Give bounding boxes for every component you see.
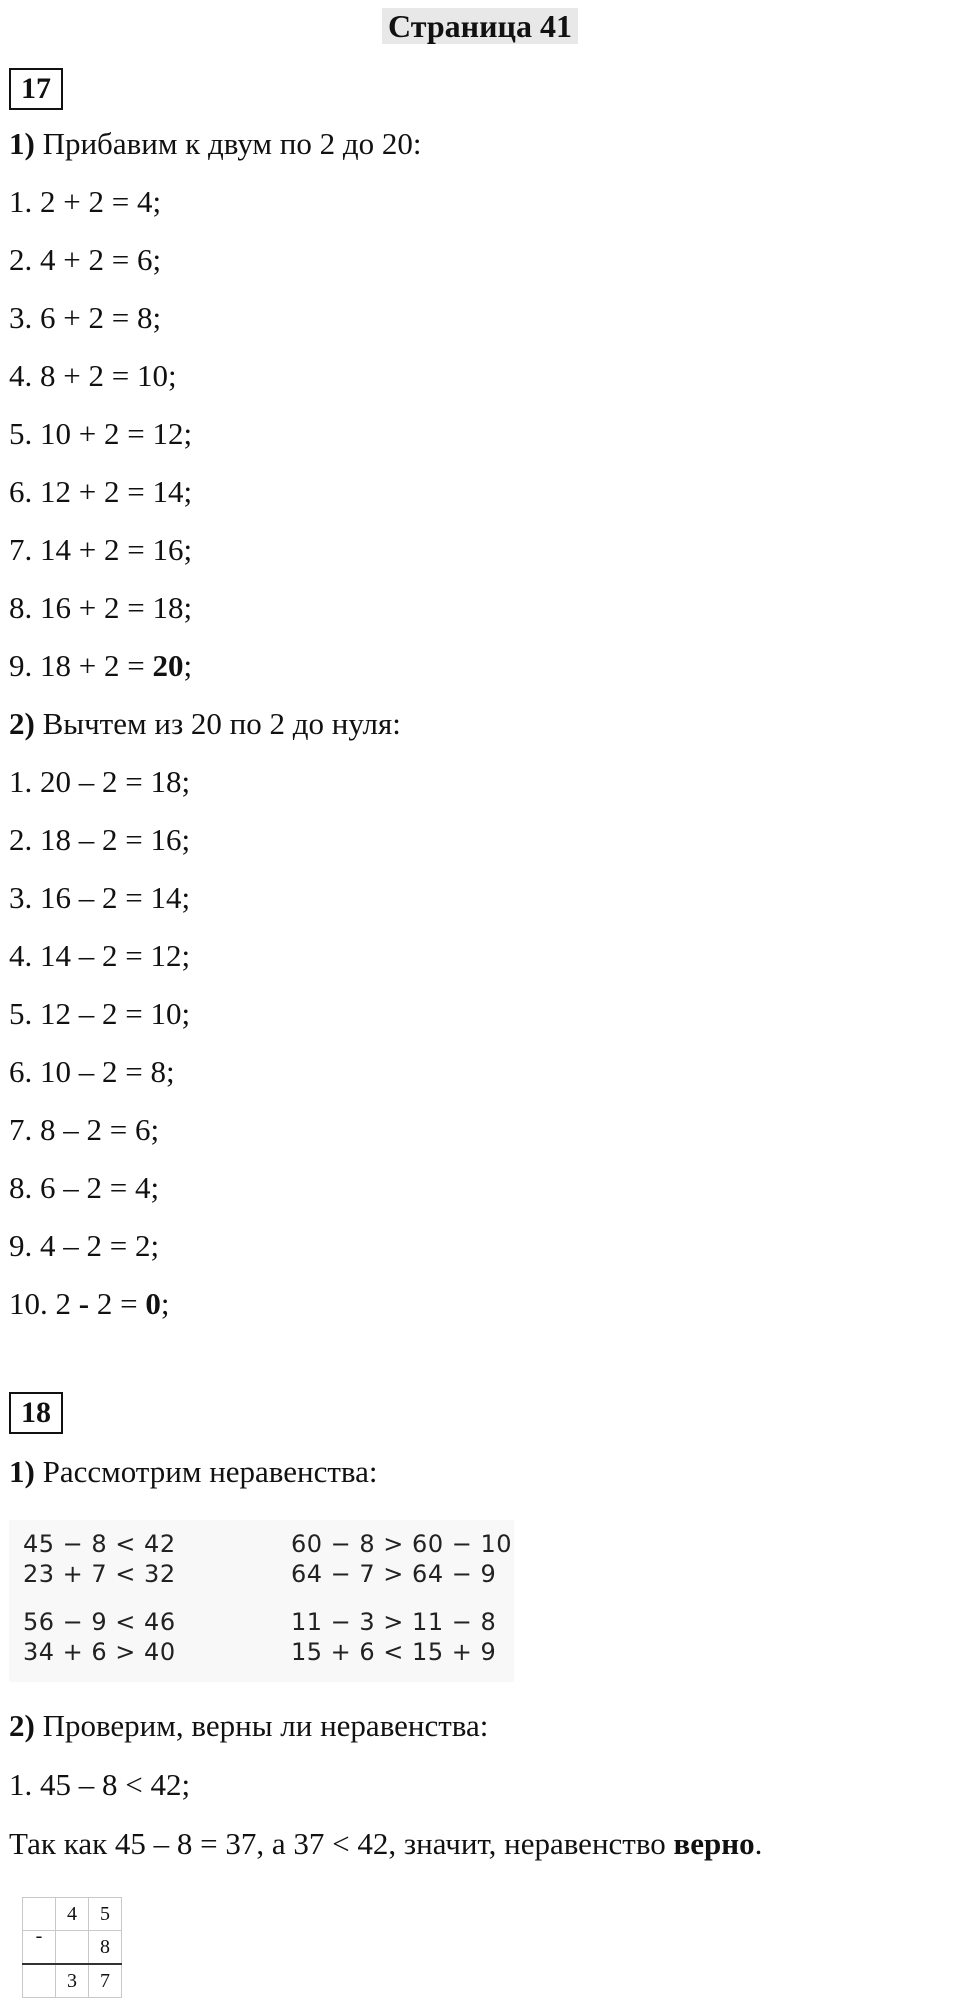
calc-cell: 3: [56, 1964, 89, 1998]
sub-line: 7. 8 – 2 = 6;: [9, 1112, 160, 1147]
part-label: 1): [9, 126, 35, 161]
calc-cell: 4: [56, 1898, 89, 1931]
inequality: 15 + 6 < 15 + 9: [291, 1638, 497, 1666]
calc-cell: 7: [89, 1964, 122, 1998]
add-line: 4. 8 + 2 = 10;: [9, 358, 177, 393]
sub-line: 2. 18 – 2 = 16;: [9, 822, 191, 857]
sub-line: 4. 14 – 2 = 12;: [9, 938, 191, 973]
part-text: Рассмотрим неравенства:: [34, 1454, 378, 1489]
add-line: 5. 10 + 2 = 12;: [9, 416, 193, 451]
calc-cell: [56, 1931, 89, 1965]
sub-line: 9. 4 – 2 = 2;: [9, 1228, 160, 1263]
sub-line: 3. 16 – 2 = 14;: [9, 880, 191, 915]
part-label: 1): [9, 1454, 35, 1489]
inequality: 23 + 7 < 32: [23, 1560, 176, 1588]
inequality: 45 − 8 < 42: [23, 1530, 176, 1558]
punctuation: ;: [160, 1286, 170, 1321]
task-17-part-2-heading: [9, 704, 401, 744]
equation-text: 2 =: [89, 1286, 146, 1321]
inequalities-block: [9, 1520, 514, 1682]
add-line: 8. 16 + 2 = 18;: [9, 590, 193, 625]
result-value: 0: [145, 1286, 161, 1321]
inequality: 34 + 6 > 40: [23, 1638, 176, 1666]
add-line: 1. 2 + 2 = 4;: [9, 184, 162, 219]
part-label: 2): [9, 706, 35, 741]
task-18-part-2-heading: [9, 1706, 488, 1746]
operator: -: [78, 1286, 90, 1321]
calc-operator: -: [23, 1931, 56, 1965]
part-text: Прибавим к двум по 2 до 20:: [34, 126, 422, 161]
add-line: 2. 4 + 2 = 6;: [9, 242, 162, 277]
add-line-final: [9, 646, 192, 686]
add-line: 6. 12 + 2 = 14;: [9, 474, 193, 509]
result-value: 20: [152, 648, 184, 683]
inequality: 56 − 9 < 46: [23, 1608, 176, 1636]
calc-result-row: [23, 1964, 122, 1998]
sub-line: 8. 6 – 2 = 4;: [9, 1170, 160, 1205]
part-label: 2): [9, 1708, 35, 1743]
equation-text: 10. 2: [9, 1286, 79, 1321]
task-17-part-1-heading: [9, 124, 422, 164]
inequality: 64 − 7 > 64 − 9: [291, 1560, 497, 1588]
calc-cell: 8: [89, 1931, 122, 1965]
explanation-text: Так как 45 – 8 = 37, а 37 < 42, значит, неравенство: [9, 1826, 674, 1861]
calc-row: [23, 1931, 122, 1965]
column-subtraction: [22, 1897, 122, 1998]
page-title-text: Страница 41: [382, 8, 578, 44]
verdict: верно: [673, 1826, 755, 1861]
add-line: 3. 6 + 2 = 8;: [9, 300, 162, 335]
sub-line: 5. 12 – 2 = 10;: [9, 996, 191, 1031]
page-title: [0, 4, 960, 48]
inequality: 11 − 3 > 11 − 8: [291, 1608, 497, 1636]
sub-line: 1. 20 – 2 = 18;: [9, 764, 191, 799]
calc-cell: 5: [89, 1898, 122, 1931]
check-line: 1. 45 – 8 < 42;: [9, 1767, 191, 1802]
sub-line-final: [9, 1284, 169, 1324]
task-17-number: 17: [9, 68, 63, 110]
inequality: 60 − 8 > 60 − 10: [291, 1530, 512, 1558]
punctuation: ;: [183, 648, 193, 683]
sub-line: 6. 10 – 2 = 8;: [9, 1054, 175, 1089]
add-line: 7. 14 + 2 = 16;: [9, 532, 193, 567]
calc-cell: [23, 1964, 56, 1998]
equation-text: 9. 18 + 2 =: [9, 648, 153, 683]
task-18-part-1-heading: [9, 1452, 378, 1492]
part-text: Проверим, верны ли неравенства:: [34, 1708, 489, 1743]
punctuation: .: [754, 1826, 763, 1861]
task-18-number: 18: [9, 1392, 63, 1434]
explanation-line: [9, 1824, 762, 1864]
part-text: Вычтем из 20 по 2 до нуля:: [34, 706, 401, 741]
